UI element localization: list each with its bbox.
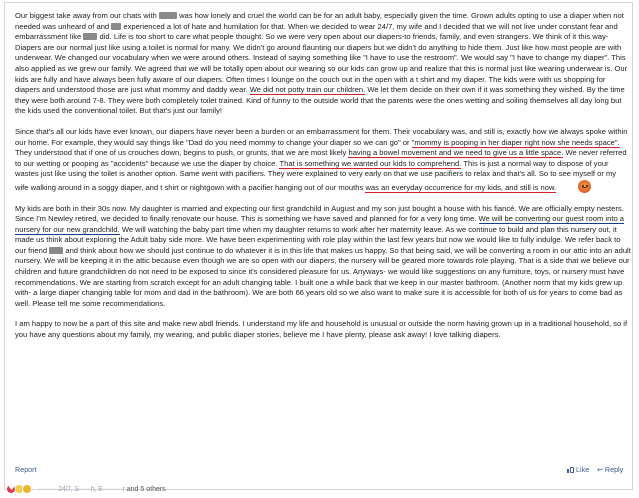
wow-reaction-icon — [22, 484, 32, 494]
highlight-underline: "mommy is pooping in her diaper right now she needs space". — [411, 137, 620, 147]
angry-emoji-icon — [578, 180, 591, 193]
text: did. Life is too short to care what people thought. So we were very open about our diapers-to friends, family, and even strangers. We think of it this way- Diapers are our normal just like using a toilet is normal for many. We didn't go around flaunting our diapers but we didn't do anything to hide them. Just like how most people are with underwear. We changed our vocabulary when we were around others. Instead of saying something like "I have to use the restroom". We would say "I have to change my diaper". This also applied as we grew our family. We agreed that we will be totally open about our wearing so our kids can grow up and realize that this is normal just like wearing underwear is. Our kids are fully and have always been fully aware of our diapers. Often times I lounge on the couch out in the open with a t shirt and my diaper. The kids were with us shopping for diapers and understood those are just what mommy and daddy wear. — [15, 32, 628, 95]
highlight-underline: was an everyday occurrence for my kids, and still is now. — [365, 182, 557, 192]
text: We will watching the baby part time when my daughter returns to work after her maternity leave. As we continue to build and plan this nursery out, it made us think about exploring the Adult baby side more. We have been experimenting with role play within the last few years but now we would like to fully indulge. We refer back to our friend — [15, 224, 621, 255]
highlight-underline: We will be converting our guest room into a nursery for our new grandchild. — [15, 214, 625, 234]
paragraph-2 — [15, 127, 631, 194]
text: Since that's all our kids have ever known, our diapers have never been a burden or an embarrassment for them. Their vocabulary was, and still is, exactly how we always spoke within our home. For example, they would say things like "Dad do you need mommy to change your diaper so we can go" or — [15, 126, 628, 147]
others-count: and 5 others — [126, 485, 166, 493]
thumbs-up-icon — [567, 466, 574, 473]
like-button[interactable] — [567, 465, 589, 474]
text: This is just a normal way to dispose of your wastes just like using the toilet is another option. Same went with pacifiers. They were explained to very early on that we use pacifiers to relax and that's all. So to see myself or my wife walking around in a soggy diaper, and t shirt or nightgown with a pacifier hanging out of our mouths — [15, 158, 617, 192]
text: We never referred to our wetting or pooping as "accidents" because we use the diaper by choice. — [15, 148, 627, 168]
text: My kids are both in their 30s now. My daughter is married and expecting our first grandchild in August and my son just bought a house with his fiancé. We are officially empty nesters. Since I'm Newley retired, we decided to finally renovate our house. This is something we have saved and planned for for a very long time. — [15, 203, 624, 224]
highlight-underline: That is something we wanted our kids to comprehend. — [279, 158, 462, 168]
redacted-name — [159, 12, 177, 19]
highlight-underline: having a bowel movement and we need to give us a little space. — [348, 148, 564, 158]
forum-post — [4, 2, 633, 490]
reply-label: Reply — [604, 465, 624, 474]
text: They understood that if one of us crouches down, begins to push, or grunts, that we are most likely — [15, 148, 347, 158]
reactor-name: S······h, — [74, 485, 97, 493]
highlight-underline: We did not potty train our children. — [249, 85, 366, 95]
paragraph-3 — [15, 204, 631, 310]
reactor-name: E··········r — [98, 485, 125, 493]
text: We let them decide on their own if it was something they wished. By the time they were both around 7-8. They were both completely toilet trained. Kind of funny to the outside world that the parents were the ones wetting and soiling themselves all day long but the kids used the conventional toilet. But that's just our family! — [15, 85, 625, 116]
text: experienced a lot of hate and humilation for that. When we decided to wear 24/7, my wife and I decided that we will not live under constant fear and embarrassment like — [15, 21, 618, 42]
reaction-summary[interactable] — [6, 483, 166, 495]
text: and think about how we should just continue to do whatever it is in this life that makes us happy. So that being said, we will be converting a room in our attic into an adult nursery. We will be keeping it in the attic because even though we are so open with our diapers, the nursery will be geared more towards role playing. That is a side that we believe our children and future grandchildren do not need to be exposed to since it's considered pleasure for us. Anyways- we would like suggestions on any furniture, toys, or nursery must have recommendations. We are starting from scratch except for an adult changing table. I built one a while back that we keep in our master bathroom. (Another norm that my kids grew up with- a large diaper changing table for mom and dad in the bathroom). We are both 66 years old so we also want to make sure it is accessible for both of us for years to come bad as well. Please tell me some recommendations. — [15, 245, 631, 308]
redacted-name — [49, 247, 63, 254]
report-link[interactable]: Report — [15, 465, 37, 474]
post-body — [15, 11, 631, 351]
redacted-name — [111, 23, 121, 30]
paragraph-1 — [15, 11, 631, 117]
reply-button[interactable] — [597, 465, 623, 474]
paragraph-4 — [15, 319, 631, 340]
reply-icon: ↩ — [597, 466, 603, 474]
text: Our biggest take away from our chats with — [15, 11, 157, 20]
heart-reaction-icon — [6, 484, 16, 494]
redacted-name — [83, 33, 97, 40]
text: I am happy to now be a part of this site and make new abdl friends. I understand my life and household is unusual or outside the norm having grown up in a traditional household, so if you have any questions about my family, my wearing, and public diaper stories, believe me I have plenty, please ask away! I love talking diapers. — [15, 319, 628, 340]
reaction-names — [38, 486, 166, 493]
post-actions — [15, 465, 627, 477]
like-label: Like — [576, 465, 590, 474]
text: was how lonely and cruel the world can be for an adult baby, especially given the time. Grown adults opting to use a diaper when not needed was unheard of and — [15, 11, 624, 31]
reactor-name: ··········24/7, — [38, 485, 73, 493]
